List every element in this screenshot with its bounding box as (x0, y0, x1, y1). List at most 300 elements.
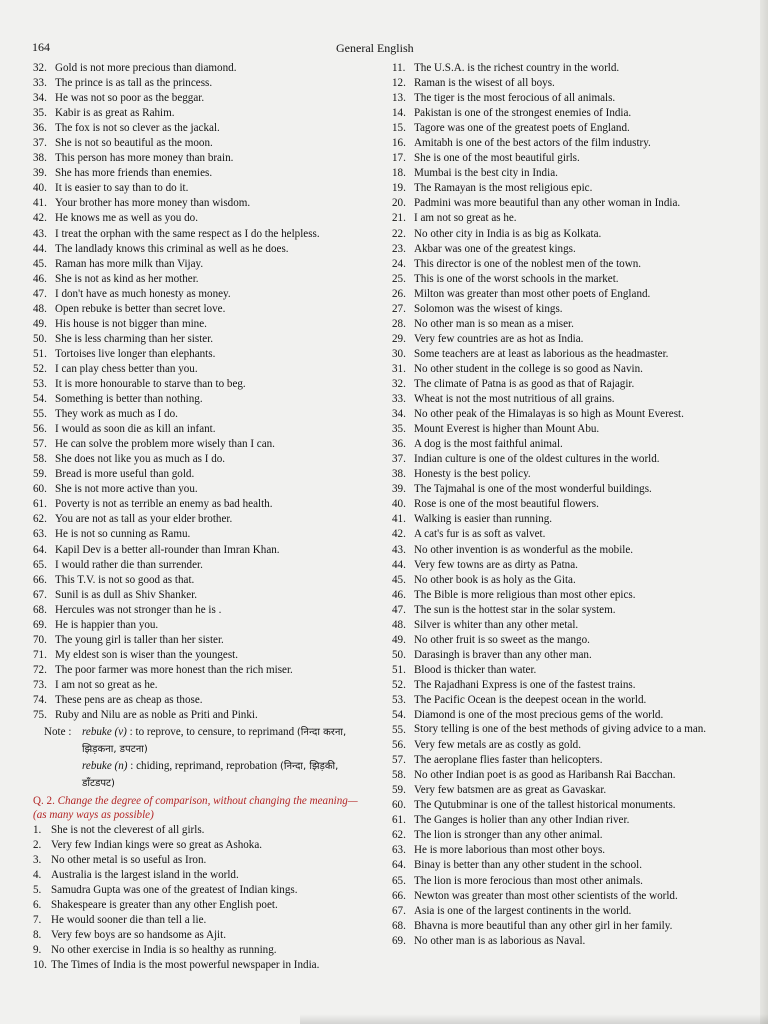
sentence-item (33, 708, 368, 723)
item-text: Sunil is as dull as Shiv Shanker. (55, 588, 198, 601)
item-number: 12. (392, 77, 406, 90)
item-text: They work as much as I do. (55, 408, 178, 421)
item-number: 72. (33, 663, 47, 676)
item-text: Newton was greater than most other scientists of the world. (414, 889, 678, 902)
item-number: 40. (33, 182, 47, 195)
sentence-item (33, 257, 368, 272)
item-number: 44. (392, 558, 406, 571)
item-text: Tortoises live longer than elephants. (55, 347, 216, 360)
item-text: Raman has more milk than Vijay. (55, 257, 204, 270)
item-text: Kabir is as great as Rahim. (55, 107, 175, 120)
item-number: 52. (33, 362, 47, 375)
item-number: 46. (33, 272, 47, 285)
item-number: 20. (392, 197, 406, 210)
item-number: 36. (392, 438, 406, 451)
sentence-item (33, 693, 368, 708)
question-item (33, 943, 368, 958)
sentence-item (392, 738, 730, 753)
sentence-item (33, 136, 368, 151)
right-column (392, 61, 730, 949)
sentence-item (392, 828, 730, 843)
item-text: She is not as kind as her mother. (55, 272, 199, 285)
question-title: Q. 2. Change the degree of comparison, without changing the meaning—(as many ways as possible) (33, 795, 358, 822)
item-text: Solomon was the wisest of kings. (414, 302, 563, 315)
sentence-item (33, 121, 368, 136)
scan-edge (760, 0, 768, 1024)
item-number: 17. (392, 152, 406, 165)
sentence-item (33, 648, 368, 663)
question-item (33, 928, 368, 943)
sentence-item (392, 588, 730, 603)
item-text: Asia is one of the largest continents in the world. (414, 904, 632, 917)
item-text: Very few boys are so handsome as Ajit. (51, 929, 226, 942)
item-number: 44. (33, 242, 47, 255)
item-number: 29. (392, 332, 406, 345)
sentence-item (392, 407, 730, 422)
item-number: 62. (33, 513, 47, 526)
item-text: The Pacific Ocean is the deepest ocean in the world. (414, 693, 647, 706)
item-text: The sun is the hottest star in the solar system. (414, 603, 616, 616)
sentence-item (33, 633, 368, 648)
sentence-item (392, 91, 730, 106)
question-item (33, 898, 368, 913)
left-sentence-list (33, 61, 368, 723)
item-number: 43. (392, 543, 406, 556)
sentence-item (33, 407, 368, 422)
item-text: Rose is one of the most beautiful flowers. (414, 498, 599, 511)
item-text: Open rebuke is better than secret love. (55, 302, 226, 315)
sentence-item (392, 151, 730, 166)
item-number: 11. (392, 62, 406, 74)
sentence-item (33, 362, 368, 377)
item-number: 69. (33, 618, 47, 631)
item-text: A cat's fur is as soft as valvet. (414, 528, 546, 541)
item-text: The tiger is the most ferocious of all animals. (414, 92, 616, 105)
item-number: 68. (392, 919, 406, 932)
item-text: Darasingh is braver than any other man. (414, 648, 592, 661)
sentence-item (392, 934, 730, 949)
item-text: Very few metals are as costly as gold. (414, 739, 581, 752)
item-number: 66. (392, 889, 406, 902)
item-number: 15. (392, 122, 406, 135)
sentence-item (392, 332, 730, 347)
item-text: The Times of India is the most powerful newspaper in India. (51, 959, 320, 972)
note-hindi-noun-continued: डाँटडपट) (82, 778, 115, 790)
item-text: Mount Everest is higher than Mount Abu. (414, 423, 600, 436)
item-text: He is not so cunning as Ramu. (55, 528, 191, 541)
item-number: 39. (33, 167, 47, 180)
item-number: 53. (33, 377, 47, 390)
item-number: 67. (33, 588, 47, 601)
item-text: Raman is the wisest of all boys. (414, 77, 555, 90)
sentence-item (33, 227, 368, 242)
item-number: 54. (33, 393, 47, 406)
sentence-item (392, 136, 730, 151)
left-column (33, 61, 368, 974)
item-text: Padmini was more beautiful than any other woman in India. (414, 197, 681, 210)
question-item (33, 868, 368, 883)
running-head: General English (336, 41, 414, 55)
item-number: 23. (392, 242, 406, 255)
item-number: 65. (33, 558, 47, 571)
item-number: 34. (392, 408, 406, 421)
note-rebuke-noun (82, 758, 366, 775)
item-number: 50. (392, 648, 406, 661)
item-text: The Tajmahal is one of the most wonderful buildings. (414, 483, 652, 496)
sentence-item (392, 422, 730, 437)
sentence-item (33, 76, 368, 91)
item-number: 7. (33, 914, 42, 927)
sentence-item (392, 76, 730, 91)
sentence-item (33, 452, 368, 467)
item-text: This T.V. is not so good as that. (55, 573, 195, 586)
sentence-item (33, 61, 368, 76)
item-text: Bhavna is more beautiful than any other girl in her family. (414, 919, 673, 932)
item-number: 63. (33, 528, 47, 541)
item-text: He was not so poor as the beggar. (55, 92, 205, 105)
item-text: No other city in India is as big as Kolkata. (414, 227, 602, 240)
item-number: 38. (392, 468, 406, 481)
item-text: She has more friends than enemies. (55, 167, 213, 180)
item-number: 57. (392, 754, 406, 767)
item-text: The Ramayan is the most religious epic. (414, 182, 593, 195)
sentence-item (392, 181, 730, 196)
sentence-item (392, 452, 730, 467)
item-text: You are not as tall as your elder brother. (55, 513, 233, 526)
item-number: 32. (392, 377, 406, 390)
item-number: 5. (33, 884, 42, 897)
item-text: Very few batsmen are as great as Gavaskar. (414, 784, 607, 797)
item-number: 32. (33, 62, 47, 74)
item-number: 46. (392, 588, 406, 601)
item-text: The lion is stronger than any other animal. (414, 829, 603, 842)
sentence-item (392, 512, 730, 527)
sentence-item (392, 467, 730, 482)
item-text: He is happier than you. (55, 618, 159, 631)
sentence-item (33, 497, 368, 512)
item-text: Diamond is one of the most precious gems of the world. (414, 709, 664, 722)
sentence-item (392, 257, 730, 272)
sentence-item (33, 437, 368, 452)
sentence-item (33, 618, 368, 633)
item-number: 38. (33, 152, 47, 165)
item-text: The Qutubminar is one of the tallest historical monuments. (414, 799, 676, 812)
right-sentence-list (392, 61, 730, 949)
item-text: She is not more active than you. (55, 483, 198, 496)
item-text: Tagore was one of the greatest poets of England. (414, 122, 630, 135)
sentence-item (33, 527, 368, 542)
item-number: 18. (392, 167, 406, 180)
note-hindi-verb-continued: झिड़कना, डपटना) (82, 744, 148, 756)
item-number: 35. (392, 423, 406, 436)
item-number: 13. (392, 92, 406, 105)
item-number: 1. (33, 824, 42, 837)
sentence-item (392, 663, 730, 678)
item-number: 51. (392, 663, 406, 676)
item-text: Bread is more useful than gold. (55, 468, 195, 481)
sentence-item (392, 768, 730, 783)
item-number: 68. (33, 603, 47, 616)
item-text: He can solve the problem more wisely than I can. (55, 438, 275, 451)
item-number: 61. (392, 814, 406, 827)
item-number: 24. (392, 257, 406, 270)
sentence-item (33, 317, 368, 332)
item-number: 45. (33, 257, 47, 270)
item-number: 66. (33, 573, 47, 586)
sentence-item (392, 121, 730, 136)
sentence-item (392, 242, 730, 257)
item-text: No other man is so mean as a miser. (414, 317, 574, 330)
sentence-item (392, 347, 730, 362)
item-number: 62. (392, 829, 406, 842)
sentence-item (392, 437, 730, 452)
item-text: The landlady knows this criminal as well as he does. (55, 242, 289, 255)
sentence-item (33, 91, 368, 106)
item-text: I don't have as much honesty as money. (55, 287, 231, 300)
item-number: 57. (33, 438, 47, 451)
item-text: She is one of the most beautiful girls. (414, 152, 580, 165)
item-number: 59. (392, 784, 406, 797)
sentence-item (392, 618, 730, 633)
sentence-item (392, 497, 730, 512)
item-text: She is not the cleverest of all girls. (51, 824, 205, 837)
sentence-item (392, 287, 730, 302)
note-rebuke-verb (44, 724, 366, 741)
item-number: 41. (33, 197, 47, 210)
sentence-item (33, 181, 368, 196)
sentence-item (33, 287, 368, 302)
item-text: I can play chess better than you. (55, 362, 198, 375)
note-label: Note : (44, 726, 72, 739)
item-number: 64. (33, 543, 47, 556)
item-text: The prince is as tall as the princess. (55, 77, 213, 90)
item-text: Samudra Gupta was one of the greatest of Indian kings. (51, 884, 298, 897)
sentence-item (33, 166, 368, 181)
item-text: The Ganges is holier than any other Indian river. (414, 814, 630, 827)
item-text: The Bible is more religious than most other epics. (414, 588, 636, 601)
item-number: 16. (392, 137, 406, 150)
item-number: 64. (392, 859, 406, 872)
item-number: 6. (33, 899, 42, 912)
item-text: I would as soon die as kill an infant. (55, 423, 216, 436)
item-number: 56. (33, 423, 47, 436)
item-text: Australia is the largest island in the world. (51, 869, 239, 882)
item-number: 50. (33, 332, 47, 345)
sentence-item (392, 633, 730, 648)
item-number: 33. (33, 77, 47, 90)
item-text: The fox is not so clever as the jackal. (55, 122, 220, 135)
note-term-noun: rebuke (n) (82, 760, 128, 773)
item-text: Very few countries are as hot as India. (414, 332, 584, 345)
item-number: 43. (33, 227, 47, 240)
item-text: Very few towns are as dirty as Patna. (414, 558, 578, 571)
item-text: No other book is as holy as the Gita. (414, 573, 576, 586)
sentence-item (33, 663, 368, 678)
item-text: A dog is the most faithful animal. (414, 438, 563, 451)
item-text: Story telling is one of the best methods of giving advice to a man. (414, 723, 707, 736)
item-number: 3. (33, 854, 42, 867)
item-text: Honesty is the best policy. (414, 468, 531, 481)
item-number: 37. (392, 453, 406, 466)
item-text: Binay is better than any other student in the school. (414, 859, 642, 872)
sentence-item (33, 603, 368, 618)
sentence-item (392, 919, 730, 934)
item-text: Very few Indian kings were so great as Ashoka. (51, 839, 263, 852)
item-text: Milton was greater than most other poets of England. (414, 287, 651, 300)
item-text: My eldest son is wiser than the youngest. (55, 648, 239, 661)
sentence-item (33, 272, 368, 287)
item-number: 71. (33, 648, 47, 661)
item-number: 48. (392, 618, 406, 631)
item-text: Something is better than nothing. (55, 393, 203, 406)
item-number: 74. (33, 693, 47, 706)
item-text: No other invention is as wonderful as the mobile. (414, 543, 634, 556)
sentence-item (392, 272, 730, 287)
item-number: 60. (33, 483, 47, 496)
sentence-item (392, 211, 730, 226)
sentence-item (33, 106, 368, 121)
item-text: His house is not bigger than mine. (55, 317, 207, 330)
sentence-item (33, 543, 368, 558)
item-number: 14. (392, 107, 406, 120)
item-number: 45. (392, 573, 406, 586)
item-text: The aeroplane flies faster than helicopters. (414, 754, 603, 767)
item-text: It is easier to say than to do it. (55, 182, 189, 195)
item-text: I am not so great as he. (414, 212, 517, 225)
sentence-item (392, 889, 730, 904)
sentence-item (33, 512, 368, 527)
sentence-item (392, 392, 730, 407)
item-text: He would sooner die than tell a lie. (51, 914, 207, 927)
item-number: 48. (33, 302, 47, 315)
sentence-item (33, 588, 368, 603)
item-number: 49. (33, 317, 47, 330)
item-number: 36. (33, 122, 47, 135)
item-text: No other exercise in India is so healthy as running. (51, 944, 277, 957)
page-number: 164 (32, 40, 50, 54)
item-text: Amitabh is one of the best actors of the film industry. (414, 137, 651, 150)
sentence-item (392, 377, 730, 392)
sentence-item (392, 843, 730, 858)
item-number: 47. (33, 287, 47, 300)
sentence-item (392, 527, 730, 542)
item-number: 4. (33, 869, 42, 882)
item-text: Blood is thicker than water. (414, 663, 537, 676)
item-number: 53. (392, 693, 406, 706)
sentence-item (392, 362, 730, 377)
item-number: 9. (33, 944, 42, 957)
item-number: 26. (392, 287, 406, 300)
item-number: 35. (33, 107, 47, 120)
item-text: The Rajadhani Express is one of the fastest trains. (414, 678, 636, 691)
sentence-item (33, 558, 368, 573)
item-text: I would rather die than surrender. (55, 558, 203, 571)
sentence-item (392, 61, 730, 76)
item-text: This person has more money than brain. (55, 152, 234, 165)
item-text: Hercules was not stronger than he is . (55, 603, 222, 616)
item-number: 27. (392, 302, 406, 315)
item-text: Ruby and Nilu are as noble as Priti and Pinki. (55, 709, 258, 722)
sentence-item (392, 558, 730, 573)
scan-shadow (300, 1014, 768, 1024)
question-item (33, 958, 368, 973)
sentence-item (392, 813, 730, 828)
item-number: 75. (33, 709, 47, 722)
sentence-item (33, 392, 368, 407)
item-text: She is not so beautiful as the moon. (55, 137, 213, 150)
item-text: He knows me as well as you do. (55, 212, 198, 225)
sentence-item (392, 543, 730, 558)
item-number: 51. (33, 347, 47, 360)
note-hindi-verb: (निन्दा करना, (296, 727, 347, 739)
item-number: 47. (392, 603, 406, 616)
note-term-verb: rebuke (v) (82, 726, 127, 739)
item-text: Silver is whiter than any other metal. (414, 618, 579, 631)
question-item (33, 913, 368, 928)
item-number: 60. (392, 799, 406, 812)
item-number: 55. (392, 724, 406, 737)
item-text: Gold is not more precious than diamond. (55, 62, 237, 74)
item-number: 55. (33, 408, 47, 421)
note-block (44, 724, 366, 792)
item-number: 69. (392, 934, 406, 947)
sentence-item (392, 678, 730, 693)
sentence-item (392, 196, 730, 211)
item-number: 25. (392, 272, 406, 285)
item-text: She does not like you as much as I do. (55, 453, 226, 466)
item-number: 67. (392, 904, 406, 917)
item-number: 10. (33, 959, 47, 972)
item-number: 70. (33, 633, 47, 646)
item-text: I am not so great as he. (55, 678, 158, 691)
item-number: 42. (392, 528, 406, 541)
item-text: No other student in the college is so good as Navin. (414, 362, 643, 375)
item-text: No other peak of the Himalayas is so high as Mount Everest. (414, 408, 684, 421)
item-text: The climate of Patna is as good as that of Rajagir. (414, 377, 635, 390)
item-number: 22. (392, 227, 406, 240)
item-number: 58. (33, 453, 47, 466)
item-number: 59. (33, 468, 47, 481)
item-number: 63. (392, 844, 406, 857)
sentence-item (392, 858, 730, 873)
sentence-item (392, 227, 730, 242)
item-number: 19. (392, 182, 406, 195)
item-text: No other man is as laborious as Naval. (414, 934, 586, 947)
sentence-item (33, 242, 368, 257)
item-number: 2. (33, 839, 42, 852)
sentence-item (33, 422, 368, 437)
sentence-item (392, 783, 730, 798)
sentence-item (33, 196, 368, 211)
sentence-item (33, 482, 368, 497)
sentence-item (33, 467, 368, 482)
item-number: 73. (33, 678, 47, 691)
item-text: The young girl is taller than her sister. (55, 633, 224, 646)
sentence-item (392, 302, 730, 317)
item-number: 49. (392, 633, 406, 646)
sentence-item (392, 317, 730, 332)
item-text: Indian culture is one of the oldest cultures in the world. (414, 453, 660, 466)
question-item (33, 883, 368, 898)
item-text: Pakistan is one of the strongest enemies of India. (414, 107, 632, 120)
sentence-item (33, 678, 368, 693)
item-text: No other metal is so useful as Iron. (51, 854, 207, 867)
item-text: This is one of the worst schools in the market. (414, 272, 619, 285)
item-number: 21. (392, 212, 406, 225)
item-text: This director is one of the noblest men of the town. (414, 257, 642, 270)
sentence-item (392, 693, 730, 708)
item-number: 33. (392, 393, 406, 406)
